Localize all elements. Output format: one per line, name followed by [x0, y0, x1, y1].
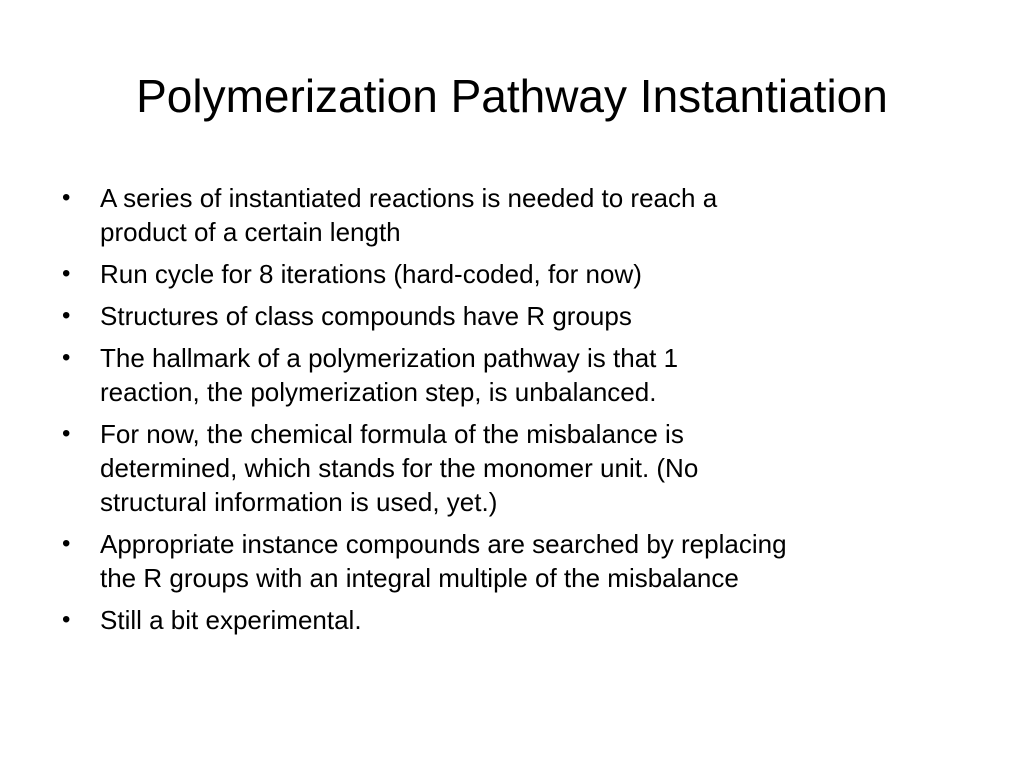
bullet-icon: •: [62, 260, 71, 287]
bullet-item: [62, 299, 972, 333]
bullet-text: Appropriate instance compounds are searched by replacing the R groups with an integral multiple of the misbalance: [100, 529, 787, 593]
bullet-icon: •: [62, 606, 71, 633]
bullet-icon: •: [62, 530, 71, 557]
bullet-text: The hallmark of a polymerization pathway is that 1 reaction, the polymerization step, is unbalanced.: [100, 343, 679, 407]
bullet-icon: •: [62, 344, 71, 371]
bullet-text: Structures of class compounds have R groups: [100, 301, 632, 331]
bullet-text: Run cycle for 8 iterations (hard-coded, for now): [100, 259, 642, 289]
bullet-item: [62, 417, 972, 519]
bullet-item: [62, 181, 972, 249]
bullet-list: [62, 181, 972, 645]
bullet-text: Still a bit experimental.: [100, 605, 362, 635]
bullet-item: [62, 257, 972, 291]
bullet-text: For now, the chemical formula of the misbalance is determined, which stands for the monomer unit. (No structural information is used, yet.): [100, 419, 699, 517]
slide-title: Polymerization Pathway Instantiation: [136, 70, 888, 122]
bullet-icon: •: [62, 302, 71, 329]
bullet-item: [62, 527, 972, 595]
bullet-icon: •: [62, 184, 71, 211]
bullet-icon: •: [62, 420, 71, 447]
bullet-item: [62, 341, 972, 409]
bullet-item: [62, 603, 972, 637]
bullet-text: A series of instantiated reactions is needed to reach a product of a certain length: [100, 183, 718, 247]
